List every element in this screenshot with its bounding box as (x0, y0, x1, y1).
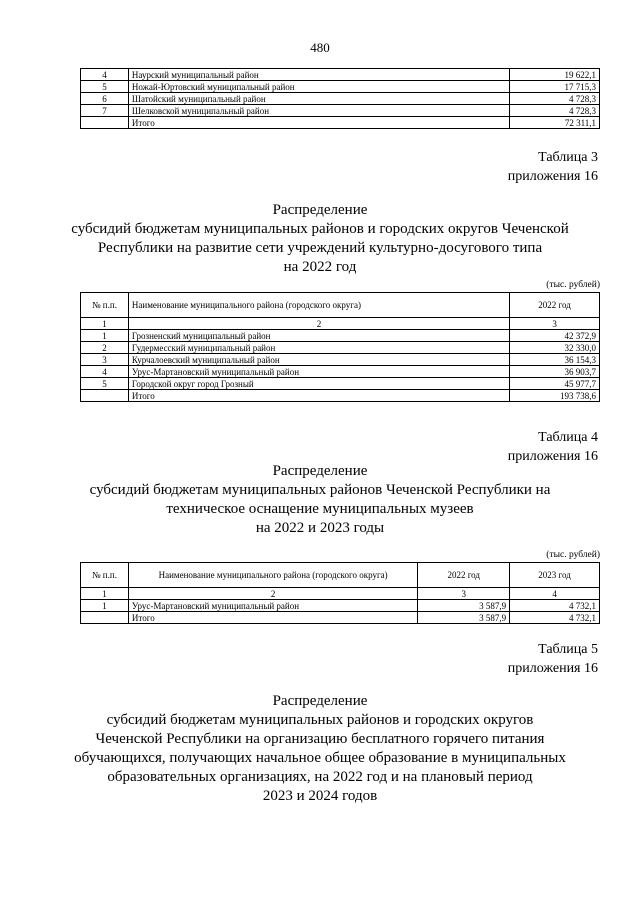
header-year-2022: 2022 год (418, 563, 510, 588)
row-number: 7 (81, 105, 129, 117)
table-row: 1 Урус-Мартановский муниципальный район 3 587,9 4 732,1 (81, 600, 600, 612)
total-value-2022: 3 587,9 (418, 612, 510, 624)
row-name: Шатойский муниципальный район (128, 93, 509, 105)
table4 (80, 562, 600, 624)
table-row: 5 Городской округ город Грозный 45 977,7 (81, 378, 600, 390)
table-row: 3 Курчалоевский муниципальный район 36 154,3 (81, 354, 600, 366)
header-year: 2022 год (510, 293, 600, 318)
total-label: Итого (128, 117, 509, 129)
table3-label: Таблица 3 приложения 16 (507, 150, 598, 184)
table-row (81, 93, 600, 105)
table5-heading: Распределение субсидий бюджетам муниципальных районов и городских округов Чеченской Республики на организацию бесплатного горячего питания обучающихся, получающих начальное общее образование в муниципальных образовательных организациях, на 2022 год и на плановый период 2023 и 2024 годов (74, 693, 566, 804)
table3-heading: Распределение субсидий бюджетам муниципальных районов и городских округов Чеченской Республики на развитие сети учреждений культурно-досугового типа на 2022 год (71, 202, 569, 275)
table-row (81, 69, 600, 81)
header-name: Наименование муниципального района (городского округа) (128, 293, 509, 318)
row-value: 4 728,3 (510, 105, 600, 117)
column-numbers: 1 2 3 (81, 318, 600, 330)
header-year-2023: 2023 год (510, 563, 600, 588)
header-name: Наименование муниципального района (городского округа) (128, 563, 417, 588)
total-value: 72 311,1 (510, 117, 600, 129)
table-row: 2 Гудермесский муниципальный район 32 330,0 (81, 342, 600, 354)
total-row (81, 612, 600, 624)
top-table (80, 68, 600, 129)
table-row: 4 Урус-Мартановский муниципальный район 36 903,7 (81, 366, 600, 378)
total-row (81, 117, 600, 129)
row-number: 5 (81, 81, 129, 93)
total-value-2023: 4 732,1 (510, 612, 600, 624)
total-label: Итого (128, 612, 417, 624)
row-value: 19 622,1 (510, 69, 600, 81)
row-value: 4 728,3 (510, 93, 600, 105)
table4-heading: Распределение субсидий бюджетам муниципальных районов Чеченской Республики на техническое оснащение муниципальных музеев на 2022 и 2023 годы (89, 463, 551, 536)
total-label: Итого (128, 390, 509, 402)
row-name: Ножай-Юртовский муниципальный район (128, 81, 509, 93)
header-num: № п.п. (81, 563, 129, 588)
table-header (81, 293, 600, 318)
table3 (80, 292, 600, 402)
row-name: Шелковской муниципальный район (128, 105, 509, 117)
table-row: 1 Грозненский муниципальный район 42 372,9 (81, 330, 600, 342)
total-row (81, 390, 600, 402)
row-number: 6 (81, 93, 129, 105)
page-number: 480 (310, 40, 330, 55)
table-row (81, 105, 600, 117)
table4-label: Таблица 4 приложения 16 (507, 430, 598, 464)
row-value: 17 715,3 (510, 81, 600, 93)
column-numbers: 1 2 3 4 (81, 588, 600, 600)
table-header (81, 563, 600, 588)
table3-units: (тыс. рублей) (546, 280, 600, 290)
row-number: 4 (81, 69, 129, 81)
row-name: Наурский муниципальный район (128, 69, 509, 81)
table5-label: Таблица 5 приложения 16 (507, 642, 598, 676)
total-value: 193 738,6 (510, 390, 600, 402)
header-num: № п.п. (81, 293, 129, 318)
table-row (81, 81, 600, 93)
table4-units: (тыс. рублей) (546, 550, 600, 560)
